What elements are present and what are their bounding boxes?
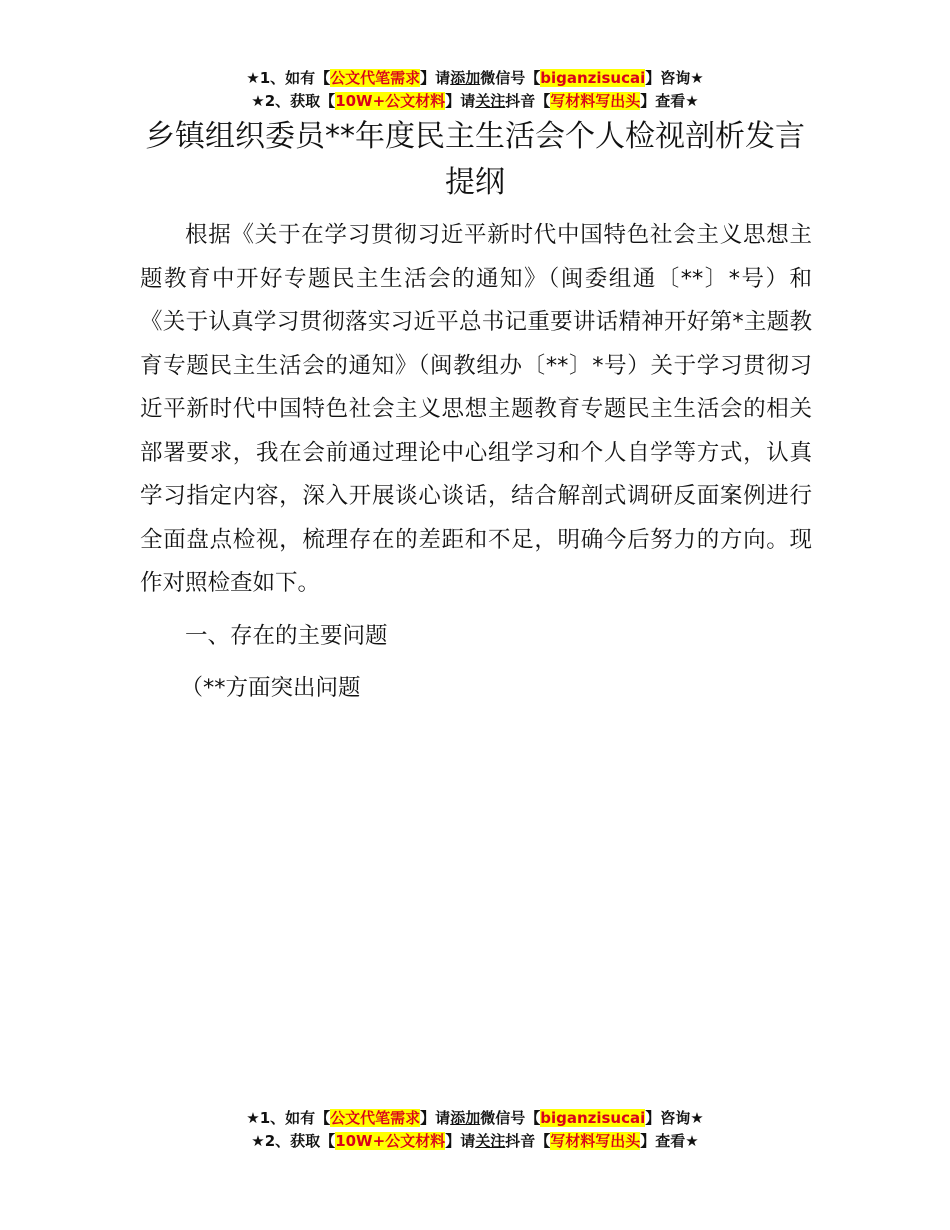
promo-text: 】请 [420,1109,451,1127]
promo-text: 微信号【 [480,69,541,87]
promo-text: 抖音【 [505,92,551,110]
promo-text: 】请 [420,69,451,87]
douyin-account: 写材料写出头 [550,92,641,110]
document-body [140,214,812,711]
promo-text: 】查看★ [640,1132,699,1150]
footer-promo-banner [0,1107,950,1153]
promo-text: 】查看★ [640,92,699,110]
promo-text: ★1、如有【 [246,1109,331,1127]
promo-highlight: 10W+公文材料 [335,92,446,110]
subsection-heading: （**方面突出问题 [180,675,361,701]
promo-highlight: 公文代笔需求 [330,69,421,87]
wechat-id: biganzisucai [540,69,646,87]
document-title: 乡镇组织委员**年度民主生活会个人检视剖析发言提纲 [145,119,805,200]
promo-text: 微信号【 [480,1109,541,1127]
promo-line-1 [0,1107,950,1130]
promo-underline: 关注 [475,92,506,110]
header-promo-banner [0,67,950,113]
wechat-id: biganzisucai [540,1109,646,1127]
promo-text: 】请 [445,92,476,110]
promo-underline: 添加 [450,1109,481,1127]
promo-line-2 [0,90,950,113]
promo-highlight: 10W+公文材料 [335,1132,446,1150]
promo-text: 】咨询★ [645,69,704,87]
promo-text: 】咨询★ [645,1109,704,1127]
promo-text: 】请 [445,1132,476,1150]
promo-text: ★2、获取【 [251,92,336,110]
promo-line-1 [0,67,950,90]
promo-underline: 添加 [450,69,481,87]
douyin-account: 写材料写出头 [550,1132,641,1150]
promo-text: ★2、获取【 [251,1132,336,1150]
promo-highlight: 公文代笔需求 [330,1109,421,1127]
intro-paragraph: 根据《关于在学习贯彻习近平新时代中国特色社会主义思想主题教育中开好专题民主生活会的通知》（闽委组通〔**〕*号）和《关于认真学习贯彻落实习近平总书记重要讲话精神开好第*主题教育专题民主生活会的通知》（闽教组办〔**〕*号）关于学习贯彻习近平新时代中国特色社会主义思想主题教育专题民主生活会的相关部署要求，我在会前通过理论中心组学习和个人自学等方式，认真学习指定内容，深入开展谈心谈话，结合解剖式调研反面案例进行全面盘点检视，梳理存在的差距和不足，明确今后努力的方向。现作对照检查如下。 [140,222,812,596]
promo-line-2 [0,1130,950,1153]
section-heading: 一、存在的主要问题 [185,622,388,649]
promo-text: ★1、如有【 [246,69,331,87]
promo-text: 抖音【 [505,1132,551,1150]
promo-underline: 关注 [475,1132,506,1150]
